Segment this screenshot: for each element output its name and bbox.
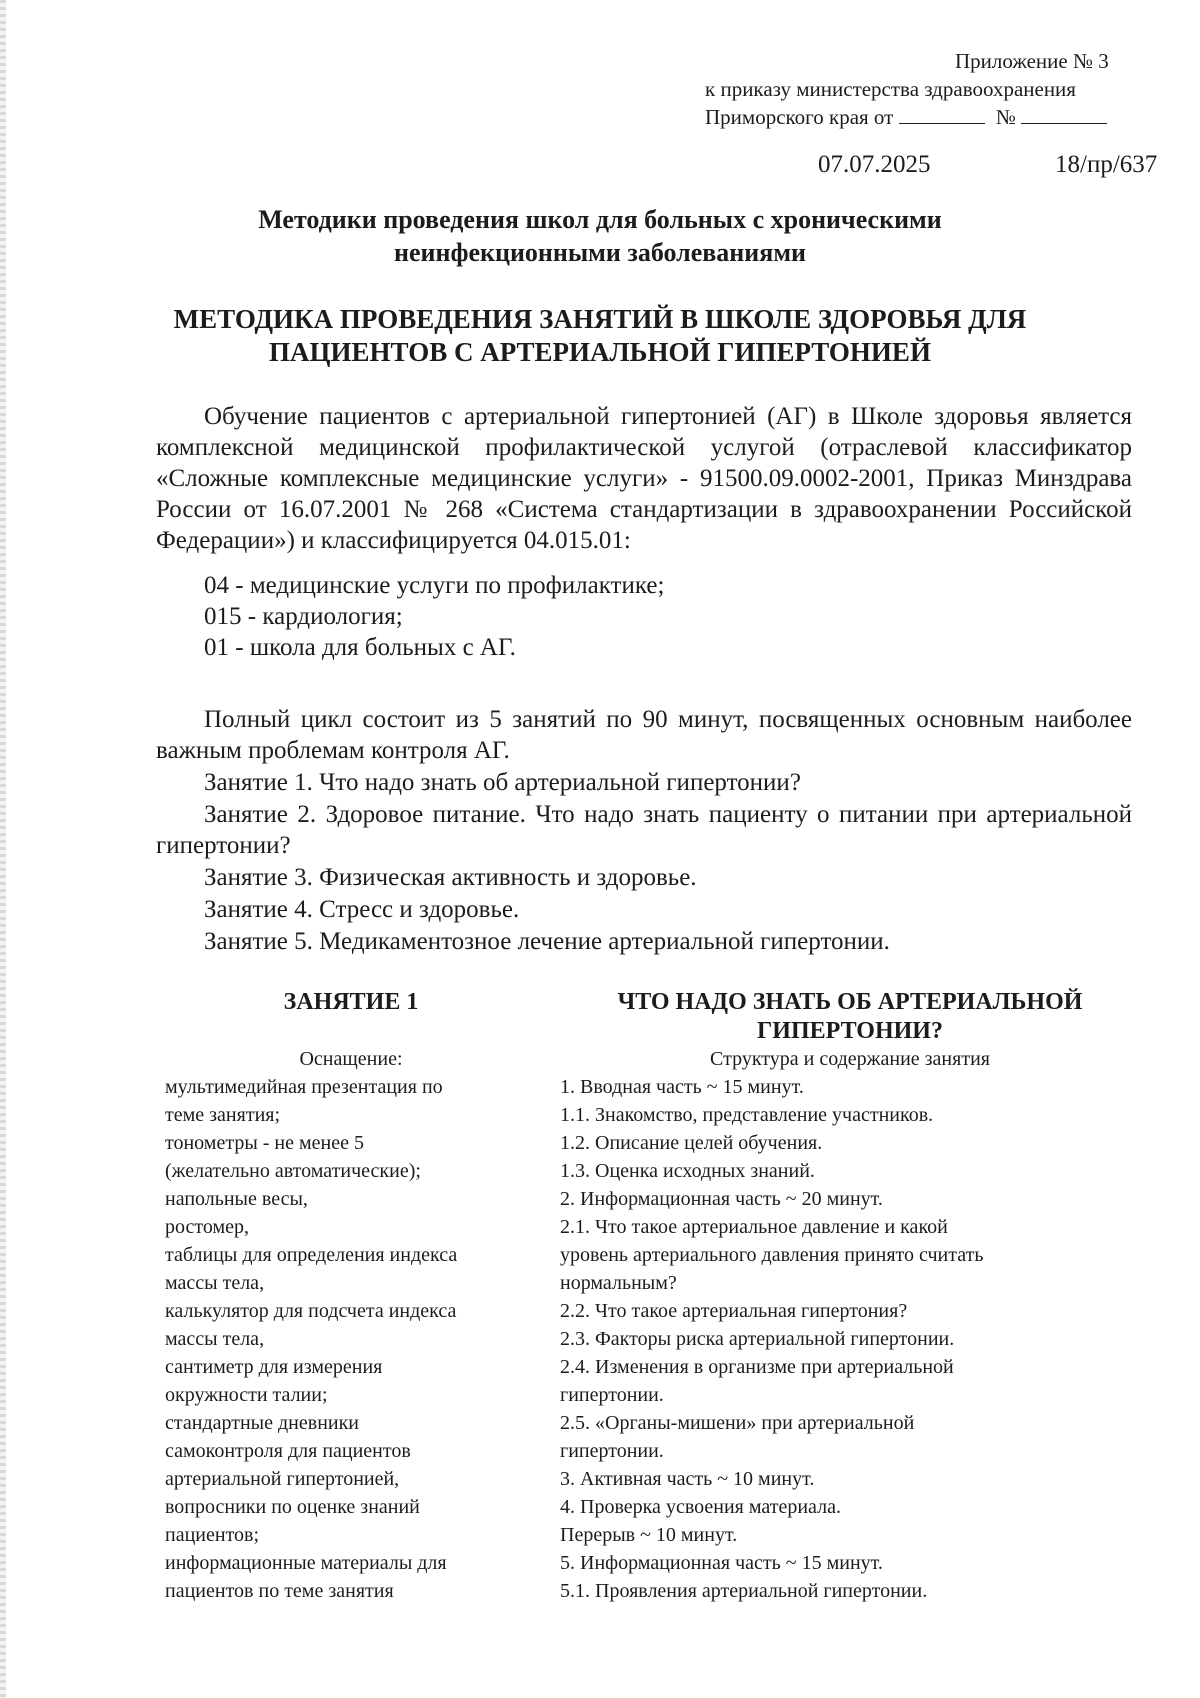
structure-line: Перерыв ~ 10 минут. — [560, 1524, 738, 1546]
lesson-item-4: Занятие 4. Стресс и здоровье. — [204, 896, 520, 923]
equipment-line: информационные материалы для — [165, 1552, 447, 1574]
structure-line: 2.1. Что такое артериальное давление и какой — [560, 1216, 948, 1238]
registration-number: 18/пр/637 — [1055, 151, 1158, 178]
structure-line: 2.4. Изменения в организме при артериальной — [560, 1356, 954, 1378]
equipment-line: артериальной гипертонией, — [165, 1468, 400, 1490]
equipment-label: Оснащение: — [299, 1048, 403, 1070]
structure-line: 3. Активная часть ~ 10 минут. — [560, 1468, 815, 1490]
equipment-line: окружности талии; — [165, 1384, 328, 1406]
structure-line: 1.1. Знакомство, представление участников. — [560, 1104, 934, 1126]
lesson-1-heading: ЗАНЯТИЕ 1 — [283, 989, 419, 1015]
structure-line: нормальным? — [560, 1272, 677, 1294]
code-line-2: 015 - кардиология; — [204, 603, 403, 630]
annex-line-1: Приложение № 3 — [955, 49, 1109, 73]
section-title-line-1: МЕТОДИКА ПРОВЕДЕНИЯ ЗАНЯТИЙ В ШКОЛЕ ЗДОРОВЬЯ ДЛЯ — [173, 304, 1027, 334]
annex-line-3-prefix: Приморского края от — [705, 105, 894, 129]
order-date-blank — [899, 105, 985, 124]
registration-date: 07.07.2025 — [818, 151, 931, 178]
structure-line: 5.1. Проявления артериальной гипертонии. — [560, 1580, 928, 1602]
structure-line: 1.3. Оценка исходных знаний. — [560, 1160, 815, 1182]
structure-line: 2. Информационная часть ~ 20 минут. — [560, 1188, 883, 1210]
code-line-3: 01 - школа для больных с АГ. — [204, 634, 516, 661]
equipment-line: (желательно автоматические); — [165, 1160, 421, 1182]
equipment-line: массы тела, — [165, 1272, 265, 1294]
doc-title-line-2: неинфекционными заболеваниями — [393, 238, 807, 267]
equipment-line: пациентов по теме занятия — [165, 1580, 394, 1602]
equipment-list — [165, 1073, 457, 1605]
equipment-line: таблицы для определения индекса — [165, 1244, 458, 1266]
equipment-line: стандартные дневники — [165, 1412, 360, 1434]
annex-line-2: к приказу министерства здравоохранения — [705, 77, 1076, 101]
structure-line: уровень артериального давления принято считать — [560, 1244, 984, 1266]
code-line-1: 04 - медицинские услуги по профилактике; — [204, 572, 665, 599]
equipment-line: пациентов; — [165, 1524, 260, 1546]
cycle-paragraph: Полный цикл состоит из 5 занятий по 90 минут, посвященных основным наиболее важным проблемам контроля АГ. — [156, 706, 1132, 764]
equipment-line: тонометры - не менее 5 — [165, 1132, 364, 1154]
equipment-line: теме занятия; — [165, 1104, 281, 1126]
lesson-1-topic-line-1: ЧТО НАДО ЗНАТЬ ОБ АРТЕРИАЛЬНОЙ — [617, 989, 1083, 1015]
annex-line-3 — [705, 104, 1107, 130]
structure-line: гипертонии. — [560, 1440, 664, 1462]
intro-paragraph: Обучение пациентов с артериальной гипертонией (АГ) в Школе здоровья является комплексной медицинской профилактической услугой (отраслевой классификатор «Сложные комплексные медицинские услуги» - 91500.09.0002-2001, Приказ Минздрава России от 16.07.2001 № 268 «Система стандартизации в здравоохранении Российской Федерации») и классифицируется 04.015.01: — [156, 403, 1132, 554]
structure-line: 1.2. Описание целей обучения. — [560, 1132, 823, 1154]
equipment-line: калькулятор для подсчета индекса — [165, 1300, 457, 1322]
structure-line: гипертонии. — [560, 1384, 664, 1406]
equipment-line: мультимедийная презентация по — [165, 1076, 443, 1098]
equipment-line: сантиметр для измерения — [165, 1356, 383, 1378]
equipment-line: вопросники по оценке знаний — [165, 1496, 420, 1518]
structure-label: Структура и содержание занятия — [710, 1048, 990, 1070]
structure-line: 5. Информационная часть ~ 15 минут. — [560, 1552, 883, 1574]
lesson-item-1: Занятие 1. Что надо знать об артериальной гипертонии? — [204, 769, 801, 796]
lesson-item-3: Занятие 3. Физическая активность и здоровье. — [204, 864, 697, 891]
lesson-1-topic-line-2: ГИПЕРТОНИИ? — [757, 1018, 943, 1044]
structure-list — [560, 1073, 983, 1605]
order-number-blank — [1021, 105, 1107, 124]
lesson-item-5: Занятие 5. Медикаментозное лечение артериальной гипертонии. — [204, 928, 890, 955]
equipment-line: ростомер, — [165, 1216, 250, 1238]
equipment-line: напольные весы, — [165, 1188, 308, 1210]
scan-edge — [0, 0, 6, 1698]
doc-title-line-1: Методики проведения школ для больных с хроническими — [258, 205, 942, 234]
annex-number-sign: № — [995, 105, 1016, 129]
structure-line: 4. Проверка усвоения материала. — [560, 1496, 841, 1518]
equipment-line: самоконтроля для пациентов — [165, 1440, 411, 1462]
structure-line: 1. Вводная часть ~ 15 минут. — [560, 1076, 804, 1098]
structure-line: 2.2. Что такое артериальная гипертония? — [560, 1300, 908, 1322]
structure-line: 2.3. Факторы риска артериальной гипертонии. — [560, 1328, 955, 1350]
section-title-line-2: ПАЦИЕНТОВ С АРТЕРИАЛЬНОЙ ГИПЕРТОНИЕЙ — [269, 337, 931, 367]
structure-line: 2.5. «Органы-мишени» при артериальной — [560, 1412, 915, 1434]
equipment-line: массы тела, — [165, 1328, 265, 1350]
lesson-item-2: Занятие 2. Здоровое питание. Что надо знать пациенту о питании при артериальной гипертонии? — [156, 801, 1132, 859]
